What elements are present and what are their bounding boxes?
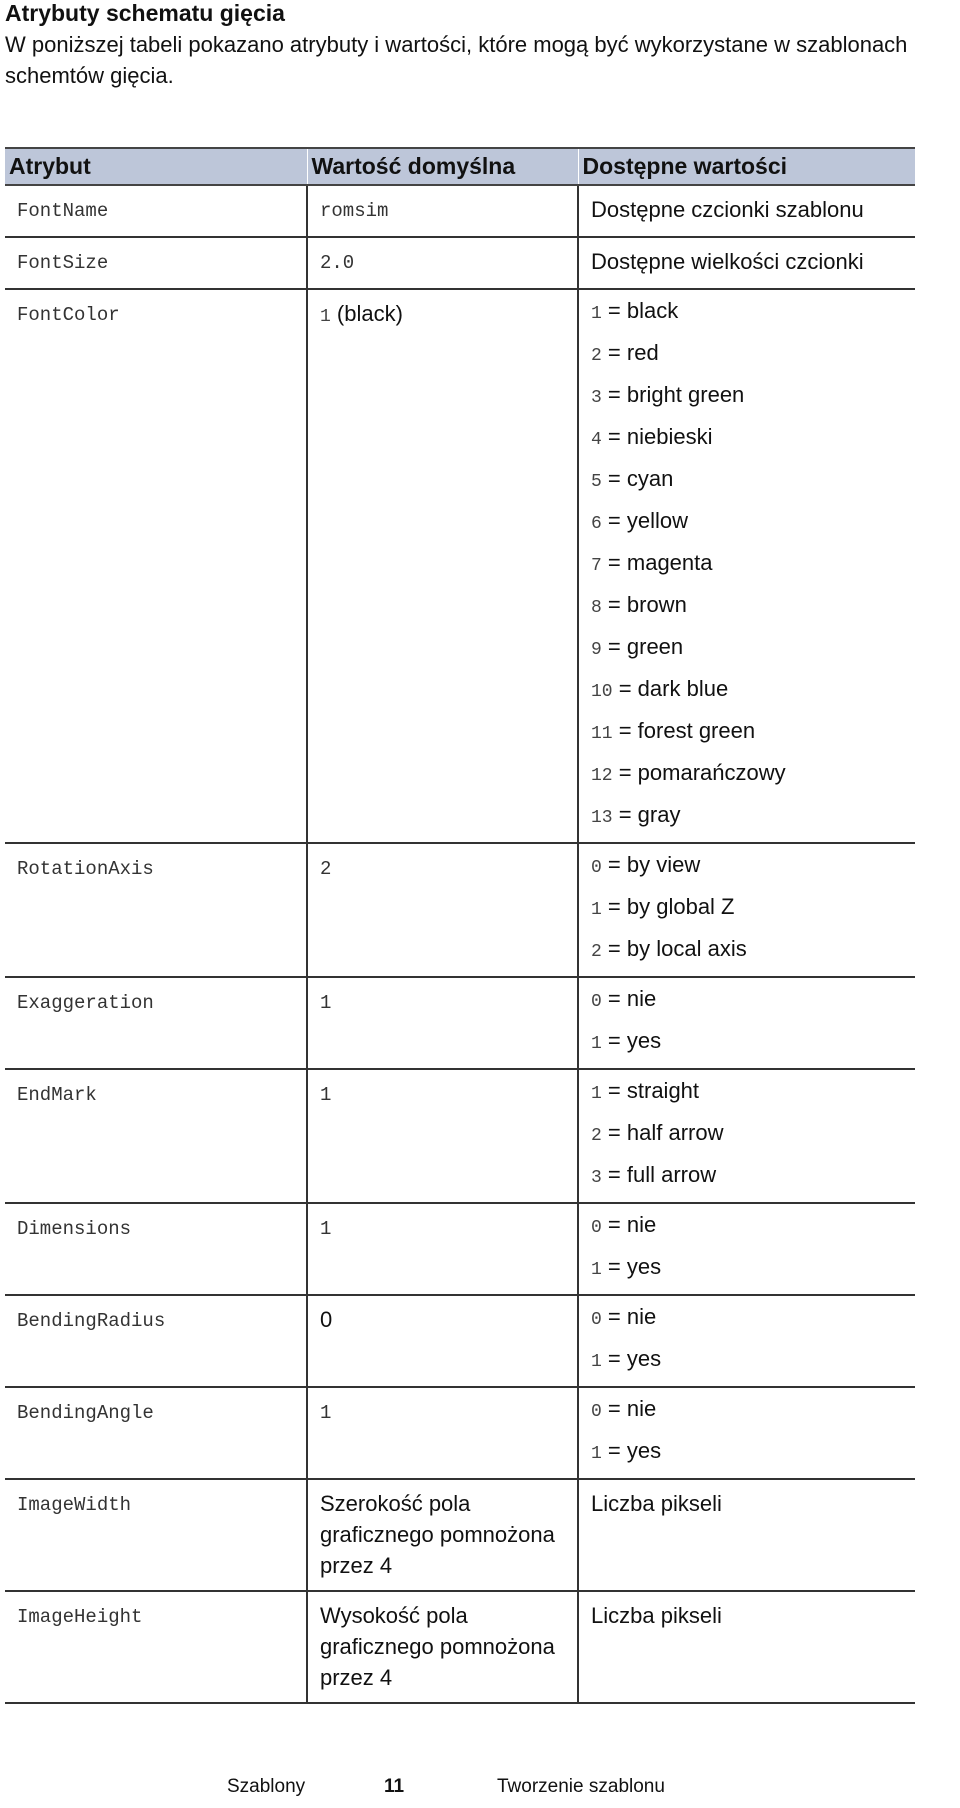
value-option <box>591 1112 903 1154</box>
value-option <box>591 332 903 374</box>
table-row <box>5 1203 915 1295</box>
attribute-name: ImageWidth <box>5 1479 307 1591</box>
value-label: = straight <box>601 1078 700 1103</box>
value-option <box>591 668 903 710</box>
value-number: 1 <box>591 1084 602 1104</box>
available-values <box>578 1295 915 1387</box>
value-option <box>591 584 903 626</box>
value-number: 0 <box>591 992 602 1012</box>
value-label: = pomarańczowy <box>612 760 786 785</box>
table-row <box>5 289 915 843</box>
value-label: = yes <box>601 1346 662 1371</box>
table-header <box>5 148 915 185</box>
default-value-text: (black) <box>330 301 403 326</box>
value-number: 0 <box>591 858 602 878</box>
value-label: = nie <box>601 1396 657 1421</box>
available-values <box>578 237 915 289</box>
column-header-default: Wartość domyślna <box>307 148 578 185</box>
value-text: Liczba pikseli <box>591 1603 722 1628</box>
attribute-name: EndMark <box>5 1069 307 1203</box>
available-values <box>578 1479 915 1591</box>
column-header-attribute: Atrybut <box>5 148 307 185</box>
table-row <box>5 1591 915 1703</box>
value-label: = cyan <box>601 466 674 491</box>
value-text: Liczba pikseli <box>591 1491 722 1516</box>
value-number: 1 <box>591 1260 602 1280</box>
value-option <box>591 1204 903 1246</box>
value-option <box>591 1388 903 1430</box>
value-label: = niebieski <box>601 424 713 449</box>
value-option <box>591 500 903 542</box>
value-label: = gray <box>612 802 681 827</box>
value-label: = by global Z <box>601 894 735 919</box>
value-label: = yes <box>601 1254 662 1279</box>
attribute-name: RotationAxis <box>5 843 307 977</box>
value-number: 3 <box>591 388 602 408</box>
value-number: 10 <box>591 682 613 702</box>
value-number: 2 <box>591 346 602 366</box>
value-label: = yes <box>601 1438 662 1463</box>
value-number: 0 <box>591 1402 602 1422</box>
value-number: 0 <box>591 1310 602 1330</box>
attribute-name: BendingAngle <box>5 1387 307 1479</box>
value-number: 1 <box>591 1352 602 1372</box>
default-value <box>307 289 578 843</box>
value-option <box>591 886 903 928</box>
value-option <box>591 1154 903 1196</box>
value-label: = green <box>601 634 684 659</box>
value-option <box>591 978 903 1020</box>
attribute-name: FontColor <box>5 289 307 843</box>
value-option <box>591 416 903 458</box>
table-row <box>5 1295 915 1387</box>
value-number: 1 <box>591 1444 602 1464</box>
available-values <box>578 843 915 977</box>
value-number: 4 <box>591 430 602 450</box>
value-label: = by view <box>601 852 701 877</box>
default-value: romsim <box>307 185 578 237</box>
table-row <box>5 1069 915 1203</box>
footer-page-number: 11 <box>384 1776 405 1797</box>
value-option <box>591 928 903 970</box>
available-values <box>578 1069 915 1203</box>
value-number: 1 <box>591 1034 602 1054</box>
table-row <box>5 1387 915 1479</box>
value-option <box>591 1020 903 1062</box>
value-label: = bright green <box>601 382 745 407</box>
footer-chapter: Tworzenie szablonu <box>497 1776 665 1797</box>
value-option <box>591 844 903 886</box>
value-number: 5 <box>591 472 602 492</box>
intro-paragraph: W poniższej tabeli pokazano atrybuty i wartości, które mogą być wykorzystane w szablonach schemtów gięcia. <box>5 32 908 88</box>
value-number: 1 <box>591 900 602 920</box>
value-label: = nie <box>601 986 657 1011</box>
available-values <box>578 185 915 237</box>
value-label: = full arrow <box>601 1162 717 1187</box>
value-option <box>591 1296 903 1338</box>
value-option <box>591 1070 903 1112</box>
value-number: 2 <box>591 1126 602 1146</box>
default-value: Szerokość pola graficznego pomnożona przez 4 <box>307 1479 578 1591</box>
value-text: Dostępne czcionki szablonu <box>591 197 864 222</box>
value-option <box>591 1246 903 1288</box>
value-option <box>591 794 903 836</box>
table-row <box>5 1479 915 1591</box>
value-option <box>591 290 903 332</box>
value-option <box>591 710 903 752</box>
default-value: 1 <box>307 1069 578 1203</box>
value-text: Dostępne wielkości czcionki <box>591 249 864 274</box>
default-value: 1 <box>307 1203 578 1295</box>
available-values <box>578 289 915 843</box>
default-value: 2.0 <box>307 237 578 289</box>
value-number: 8 <box>591 598 602 618</box>
table-body <box>5 185 915 1703</box>
value-label: = half arrow <box>601 1120 724 1145</box>
value-label: = yes <box>601 1028 662 1053</box>
value-number: 9 <box>591 640 602 660</box>
default-value-number: 1 <box>320 307 331 327</box>
table-row <box>5 237 915 289</box>
value-label: = red <box>601 340 659 365</box>
value-label: = brown <box>601 592 687 617</box>
value-option <box>591 458 903 500</box>
value-label: = by local axis <box>601 936 747 961</box>
default-value: 0 <box>307 1295 578 1387</box>
footer-section: Szablony <box>227 1776 306 1797</box>
value-option <box>591 542 903 584</box>
value-label: = forest green <box>612 718 756 743</box>
value-label: = dark blue <box>612 676 729 701</box>
available-values <box>578 1387 915 1479</box>
value-number: 3 <box>591 1168 602 1188</box>
default-value: 1 <box>307 977 578 1069</box>
value-option <box>591 1430 903 1472</box>
attributes-table <box>5 147 915 1704</box>
attribute-name: BendingRadius <box>5 1295 307 1387</box>
page-footer <box>0 1776 960 1806</box>
available-values <box>578 977 915 1069</box>
value-number: 13 <box>591 808 613 828</box>
value-option <box>591 374 903 416</box>
value-number: 11 <box>591 724 613 744</box>
value-label: = yellow <box>601 508 689 533</box>
available-values <box>578 1203 915 1295</box>
value-option <box>591 752 903 794</box>
value-number: 0 <box>591 1218 602 1238</box>
attribute-name: FontSize <box>5 237 307 289</box>
value-option <box>591 626 903 668</box>
default-value: Wysokość pola graficznego pomnożona przez 4 <box>307 1591 578 1703</box>
value-label: = magenta <box>601 550 713 575</box>
table-row <box>5 977 915 1069</box>
default-value: 1 <box>307 1387 578 1479</box>
available-values <box>578 1591 915 1703</box>
column-header-values: Dostępne wartości <box>578 148 915 185</box>
value-label: = black <box>601 298 679 323</box>
value-number: 7 <box>591 556 602 576</box>
attribute-name: ImageHeight <box>5 1591 307 1703</box>
value-number: 1 <box>591 304 602 324</box>
table-row <box>5 185 915 237</box>
attribute-name: Dimensions <box>5 1203 307 1295</box>
attribute-name: FontName <box>5 185 307 237</box>
value-number: 2 <box>591 942 602 962</box>
value-option <box>591 1338 903 1380</box>
value-number: 12 <box>591 766 613 786</box>
attribute-name: Exaggeration <box>5 977 307 1069</box>
default-value: 2 <box>307 843 578 977</box>
value-label: = nie <box>601 1304 657 1329</box>
value-number: 6 <box>591 514 602 534</box>
table-row <box>5 843 915 977</box>
page-title: Atrybuty schematu gięcia <box>5 0 285 26</box>
value-label: = nie <box>601 1212 657 1237</box>
